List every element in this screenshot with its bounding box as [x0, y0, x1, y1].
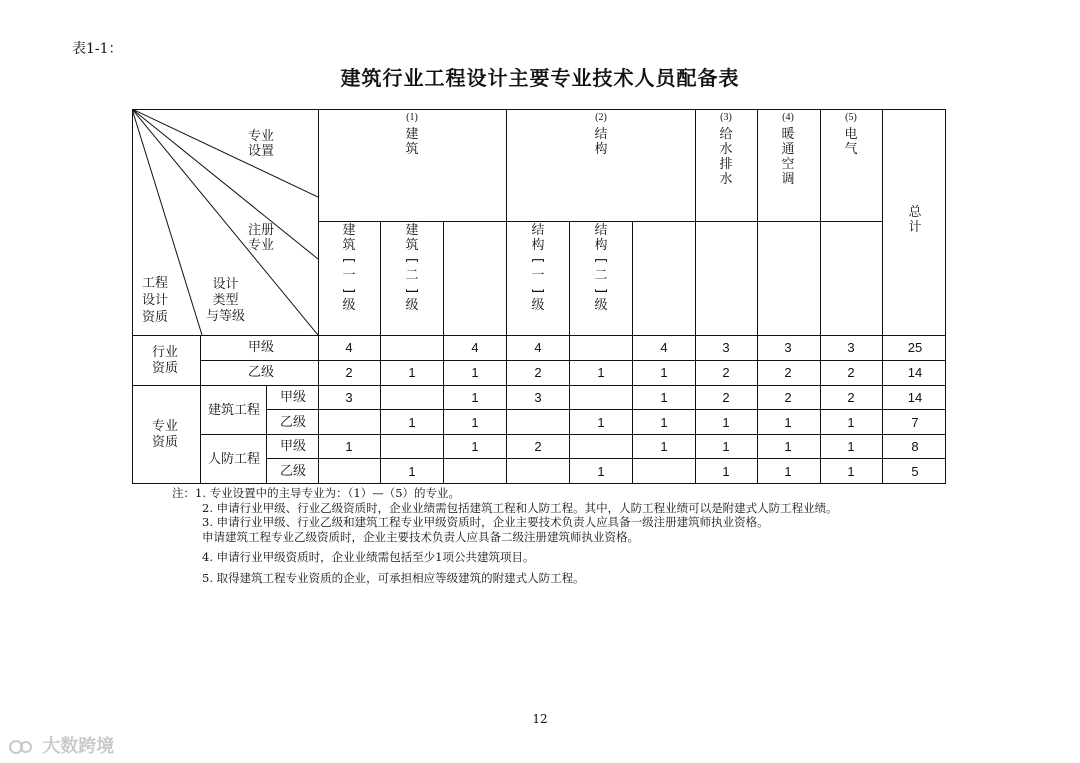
grid-line — [506, 109, 507, 483]
reg-bracket: ] — [530, 287, 546, 294]
reg-middle: 一 — [342, 268, 356, 283]
grade-label: 甲级 — [280, 439, 307, 454]
corner-text: 设计 — [142, 293, 169, 308]
row-label-text: 资质 — [152, 361, 179, 376]
reg-top: 建 筑 — [342, 223, 356, 253]
group-name-nuantong: 暖 通 空 调 — [781, 127, 795, 187]
corner-label-gongcheng-zizhi — [142, 275, 168, 326]
group-name-jiegou: 结 构 — [594, 127, 608, 157]
grid-line — [569, 221, 570, 483]
table-cell: 1 — [847, 439, 855, 454]
table-cell: 1 — [847, 464, 855, 479]
grade-label: 甲级 — [248, 340, 275, 355]
corner-text: 工程 — [142, 276, 169, 291]
corner-text: 设置 — [248, 144, 275, 159]
group-mark: (4) — [782, 112, 794, 123]
total-cell: 14 — [907, 390, 923, 405]
reg-middle: 二 — [405, 268, 419, 283]
grade-label: 乙级 — [248, 365, 275, 380]
table-cell: 1 — [471, 415, 479, 430]
table-cell: 1 — [660, 365, 668, 380]
total-cell: 8 — [911, 439, 919, 454]
watermark — [8, 732, 114, 758]
grid-line — [200, 335, 201, 483]
page-title: 建筑行业工程设计主要专业技术人员配备表 — [340, 66, 740, 90]
note-line: 3. 申请行业甲级、行业乙级和建筑工程专业甲级资质时，企业主要技术负责人应具备一级注册建筑师执业资格。 — [202, 515, 769, 529]
grid-line — [132, 335, 946, 336]
table-cell: 3 — [722, 340, 730, 355]
table-cell: 2 — [784, 365, 792, 380]
table-cell: 1 — [784, 464, 792, 479]
table-cell: 1 — [847, 415, 855, 430]
grid-line — [266, 409, 946, 410]
reg-bracket: [ — [404, 257, 420, 264]
note-line: 2. 申请行业甲级、行业乙级资质时，企业业绩需包括建筑工程和人防工程。其中，人防工程业绩可以是附建式人防工程业绩。 — [202, 500, 838, 515]
table-cell: 1 — [471, 390, 479, 405]
subtype-label: 建筑工程 — [208, 403, 261, 418]
row-label-hangye — [152, 345, 178, 377]
table-cell: 2 — [847, 390, 855, 405]
corner-label-zhuanye-shezhi — [248, 129, 274, 159]
group-mark: (5) — [845, 112, 857, 123]
table-cell: 3 — [534, 390, 542, 405]
table-cell: 1 — [784, 415, 792, 430]
subtype-label: 人防工程 — [208, 452, 261, 467]
table-cell: 4 — [660, 340, 668, 355]
table-cell: 1 — [722, 415, 730, 430]
reg-bracket: [ — [530, 257, 546, 264]
row-label-text: 行业 — [152, 345, 179, 360]
table-cell: 2 — [345, 365, 353, 380]
total-header: 总 计 — [908, 205, 922, 235]
grid-line — [820, 109, 821, 483]
grid-line — [695, 109, 696, 483]
table-cell: 2 — [534, 365, 542, 380]
corner-text: 注册 — [248, 223, 275, 238]
table-cell: 1 — [722, 464, 730, 479]
reg-middle: 一 — [531, 268, 545, 283]
grid-line — [757, 109, 758, 483]
reg-header-jianzhu-1 — [341, 223, 357, 313]
grade-label: 甲级 — [280, 390, 307, 405]
corner-label-zhuce-zhuanye — [248, 223, 274, 253]
reg-header-jiegou-2 — [593, 223, 609, 313]
table-cell: 1 — [345, 439, 353, 454]
table-cell: 1 — [471, 365, 479, 380]
table-cell: 1 — [471, 439, 479, 454]
grid-line — [200, 360, 946, 361]
table-cell: 1 — [784, 439, 792, 454]
table-cell: 1 — [408, 464, 416, 479]
reg-bracket: [ — [341, 257, 357, 264]
watermark-text: 大数跨境 — [42, 736, 115, 757]
grid-line — [318, 109, 319, 335]
grid-line — [882, 109, 883, 483]
corner-label-sheji-leixing — [206, 277, 245, 325]
table-cell: 2 — [722, 365, 730, 380]
row-label-text: 专业 — [152, 419, 179, 434]
corner-text: 类型 — [212, 293, 239, 308]
total-cell: 7 — [911, 415, 919, 430]
table-cell: 3 — [345, 390, 353, 405]
reg-bottom: 级 — [342, 298, 356, 313]
group-mark: (1) — [406, 112, 418, 123]
table-cell: 1 — [597, 464, 605, 479]
grid-line — [318, 221, 882, 222]
corner-text: 与等级 — [206, 309, 246, 324]
grade-label: 乙级 — [280, 415, 307, 430]
table-cell: 2 — [784, 390, 792, 405]
reg-top: 建 筑 — [405, 223, 419, 253]
page-number: 12 — [532, 712, 548, 726]
group-name-dianqi: 电 气 — [844, 127, 858, 157]
reg-top: 结 构 — [594, 223, 608, 253]
table-cell: 2 — [534, 439, 542, 454]
total-cell: 14 — [907, 365, 923, 380]
reg-bracket: ] — [404, 287, 420, 294]
row-label-text: 资质 — [152, 435, 179, 450]
note-line: 注：1. 专业设置中的主导专业为：（1）—（5）的专业。 — [172, 486, 461, 500]
table-cell: 1 — [597, 415, 605, 430]
grade-label: 乙级 — [280, 464, 307, 479]
staffing-table — [132, 109, 946, 484]
table-cell: 2 — [722, 390, 730, 405]
reg-middle: 二 — [594, 268, 608, 283]
reg-bottom: 级 — [405, 298, 419, 313]
reg-bottom: 级 — [594, 298, 608, 313]
corner-text: 设计 — [212, 277, 239, 292]
note-line: 5. 取得建筑工程专业资质的企业，可承担相应等级建筑的附建式人防工程。 — [202, 570, 585, 585]
reg-header-jiegou-1 — [530, 223, 546, 313]
grid-line — [200, 434, 946, 435]
table-id: 表1-1： — [72, 41, 123, 57]
table-cell: 1 — [660, 390, 668, 405]
table-cell: 1 — [408, 415, 416, 430]
group-name-jianzhu: 建 筑 — [405, 127, 419, 157]
reg-bracket: [ — [593, 257, 609, 264]
total-cell: 25 — [907, 340, 923, 355]
grid-line — [266, 458, 946, 459]
table-cell: 1 — [597, 365, 605, 380]
table-cell: 3 — [784, 340, 792, 355]
grid-line — [443, 221, 444, 483]
table-cell: 1 — [660, 439, 668, 454]
grid-line — [632, 221, 633, 483]
table-cell: 4 — [534, 340, 542, 355]
group-mark: (2) — [595, 112, 607, 123]
notes — [172, 486, 838, 585]
table-cell: 4 — [471, 340, 479, 355]
group-mark: (3) — [720, 112, 732, 123]
table-cell: 1 — [660, 415, 668, 430]
table-cell: 3 — [847, 340, 855, 355]
reg-bracket: ] — [593, 287, 609, 294]
reg-top: 结 构 — [531, 223, 545, 253]
total-cell: 5 — [911, 464, 919, 479]
table-cell: 2 — [847, 365, 855, 380]
corner-text: 资质 — [142, 310, 169, 325]
watermark-logo-icon — [8, 738, 36, 756]
note-line: 申请建筑工程专业乙级资质时，企业主要技术负责人应具备二级注册建筑师执业资格。 — [202, 529, 639, 544]
reg-header-jianzhu-2 — [404, 223, 420, 313]
table-cell: 4 — [345, 340, 353, 355]
note-line: 4. 申请行业甲级资质时，企业业绩需包括至少1项公共建筑项目。 — [202, 550, 535, 564]
table-cell: 1 — [408, 365, 416, 380]
corner-text: 专业 — [248, 129, 275, 144]
reg-bracket: ] — [341, 287, 357, 294]
row-label-zhuanye — [152, 419, 178, 451]
reg-bottom: 级 — [531, 298, 545, 313]
grid-line — [380, 221, 381, 483]
group-name-geishui: 给 水 排 水 — [719, 127, 733, 187]
corner-text: 专业 — [248, 238, 275, 253]
grid-line — [132, 385, 946, 386]
table-cell: 1 — [722, 439, 730, 454]
